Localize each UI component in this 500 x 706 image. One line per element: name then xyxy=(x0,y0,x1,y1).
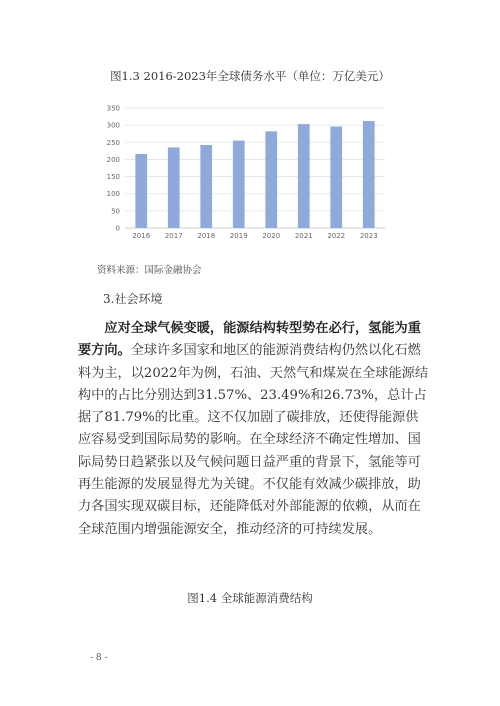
paragraph-body: 全球许多国家和地区的能源消费结构仍然以化石燃料为主，以2022年为例，石油、天然气和煤炭在全球能源结构中的占比分别达到31.57%、23.49%和26.73%，总计占据了81.79%的比重。这不仅加剧了碳排放，还使得能源供应容易受到国际局势的影响。在全球经济不确定性增加、国际局势日趋紧张以及气候问题日益严重的背景下，氢能等可再生能源的发展显得尤为关键。不仅能有效减少碳排放，助力各国实现双碳目标，还能降低对外部能源的依赖，从而在全球范围内增强能源安全，推动经济的可持续发展。 xyxy=(78,343,429,537)
x-tick-label: 2018 xyxy=(197,232,216,240)
x-tick-label: 2016 xyxy=(132,232,151,240)
y-tick-label: 350 xyxy=(106,104,120,113)
y-tick-label: 300 xyxy=(106,121,120,130)
bar-2021 xyxy=(298,124,310,228)
page-number: - 8 - xyxy=(90,653,108,663)
x-tick-label: 2021 xyxy=(294,232,313,240)
body-paragraph xyxy=(78,318,430,541)
bar-2016 xyxy=(135,154,147,228)
bar-2022 xyxy=(330,127,342,228)
bar-2018 xyxy=(200,145,212,228)
figure-source: 资料来源：国际金融协会 xyxy=(97,265,202,276)
bar-2020 xyxy=(265,131,277,228)
y-tick-label: 200 xyxy=(106,155,120,164)
debt-bar-chart xyxy=(95,96,395,246)
paragraph-lead: 应对全球气候变暖，能源结构转型势在必行，氢能为重要方向。 xyxy=(78,321,421,359)
figure-title: 图1.3 2016-2023年全球债务水平（单位：万亿美元） xyxy=(110,69,390,83)
bar-2019 xyxy=(233,141,245,228)
y-tick-label: 0 xyxy=(115,224,120,233)
x-tick-label: 2023 xyxy=(359,232,378,240)
x-tick-label: 2019 xyxy=(229,232,248,240)
bar-2017 xyxy=(168,147,180,228)
section-heading: 3.社会环境 xyxy=(103,292,163,306)
x-tick-label: 2017 xyxy=(164,232,183,240)
y-tick-label: 250 xyxy=(106,138,120,147)
y-tick-label: 50 xyxy=(111,207,120,216)
x-tick-label: 2022 xyxy=(327,232,346,240)
figure-title-2: 图1.4 全球能源消费结构 xyxy=(187,591,313,605)
bar-2023 xyxy=(363,121,375,228)
y-tick-label: 100 xyxy=(106,190,120,199)
y-tick-label: 150 xyxy=(106,173,120,182)
x-tick-label: 2020 xyxy=(262,232,281,240)
